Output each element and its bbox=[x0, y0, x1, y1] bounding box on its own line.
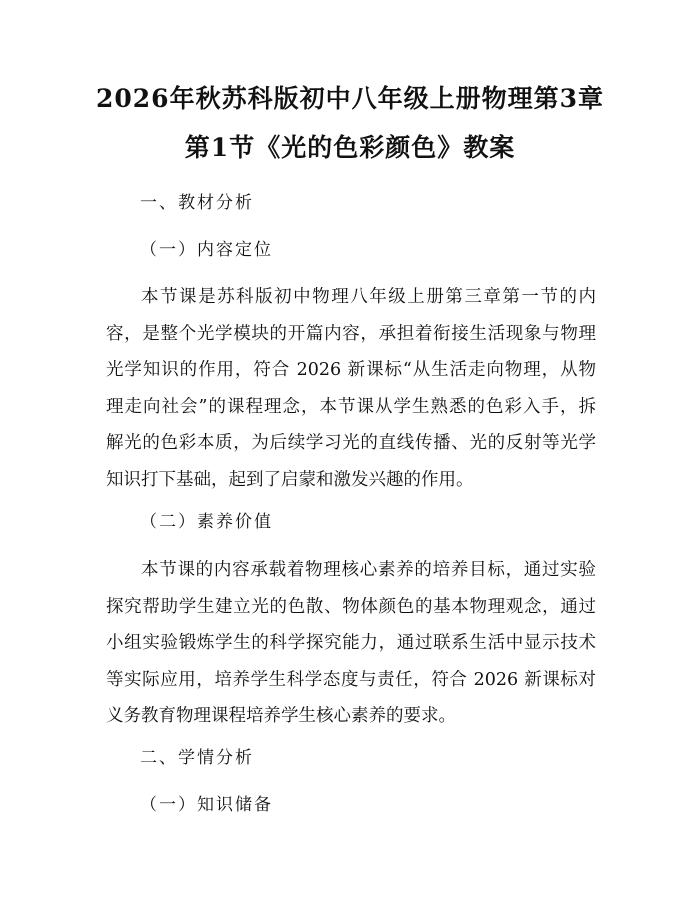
document-title-line-2: 第1节《光的色彩颜色》教案 bbox=[184, 133, 516, 162]
subsection-heading-content-positioning: （一）内容定位 bbox=[140, 240, 273, 260]
subsection-heading-knowledge-reserve: （一）知识储备 bbox=[140, 795, 273, 815]
paragraph-line: 探究帮助学生建立光的色散、物体颜色的基本物理观念，通过 bbox=[106, 596, 596, 617]
paragraph-line: 本节课的内容承载着物理核心素养的培养目标，通过实验 bbox=[141, 560, 596, 580]
paragraph-line: 等实际应用，培养学生科学态度与责任，符合 2026 新课标对 bbox=[106, 669, 596, 690]
paragraph-line: 知识打下基础，起到了启蒙和激发兴趣的作用。 bbox=[106, 469, 474, 490]
paragraph-content-positioning bbox=[106, 279, 596, 498]
paragraph-line: 义务教育物理课程培养学生核心素养的要求。 bbox=[106, 706, 456, 726]
paragraph-line: 理走向社会”的课程理念，本节课从学生熟悉的色彩入手，拆 bbox=[106, 396, 596, 417]
paragraph-line: 小组实验锻炼学生的科学探究能力，通过联系生活中显示技术 bbox=[106, 633, 596, 653]
paragraph-line: 本节课是苏科版初中物理八年级上册第三章第一节的内 bbox=[141, 287, 596, 307]
subsection-heading-literacy-value: （二）素养价值 bbox=[140, 512, 273, 532]
paragraph-line: 容，是整个光学模块的开篇内容，承担着衔接生活现象与物理 bbox=[106, 323, 596, 344]
section-heading-teaching-material-analysis: 一、教材分析 bbox=[140, 193, 254, 213]
paragraph-line: 光学知识的作用，符合 2026 新课标“从生活走向物理，从物 bbox=[106, 360, 596, 380]
document-title-line-1: 2026年秋苏科版初中八年级上册物理第3章 bbox=[96, 84, 604, 113]
paragraph-literacy-value bbox=[106, 552, 596, 735]
section-heading-learner-analysis: 二、学情分析 bbox=[140, 748, 254, 768]
paragraph-line: 解光的色彩本质，为后续学习光的直线传播、光的反射等光学 bbox=[106, 433, 596, 453]
